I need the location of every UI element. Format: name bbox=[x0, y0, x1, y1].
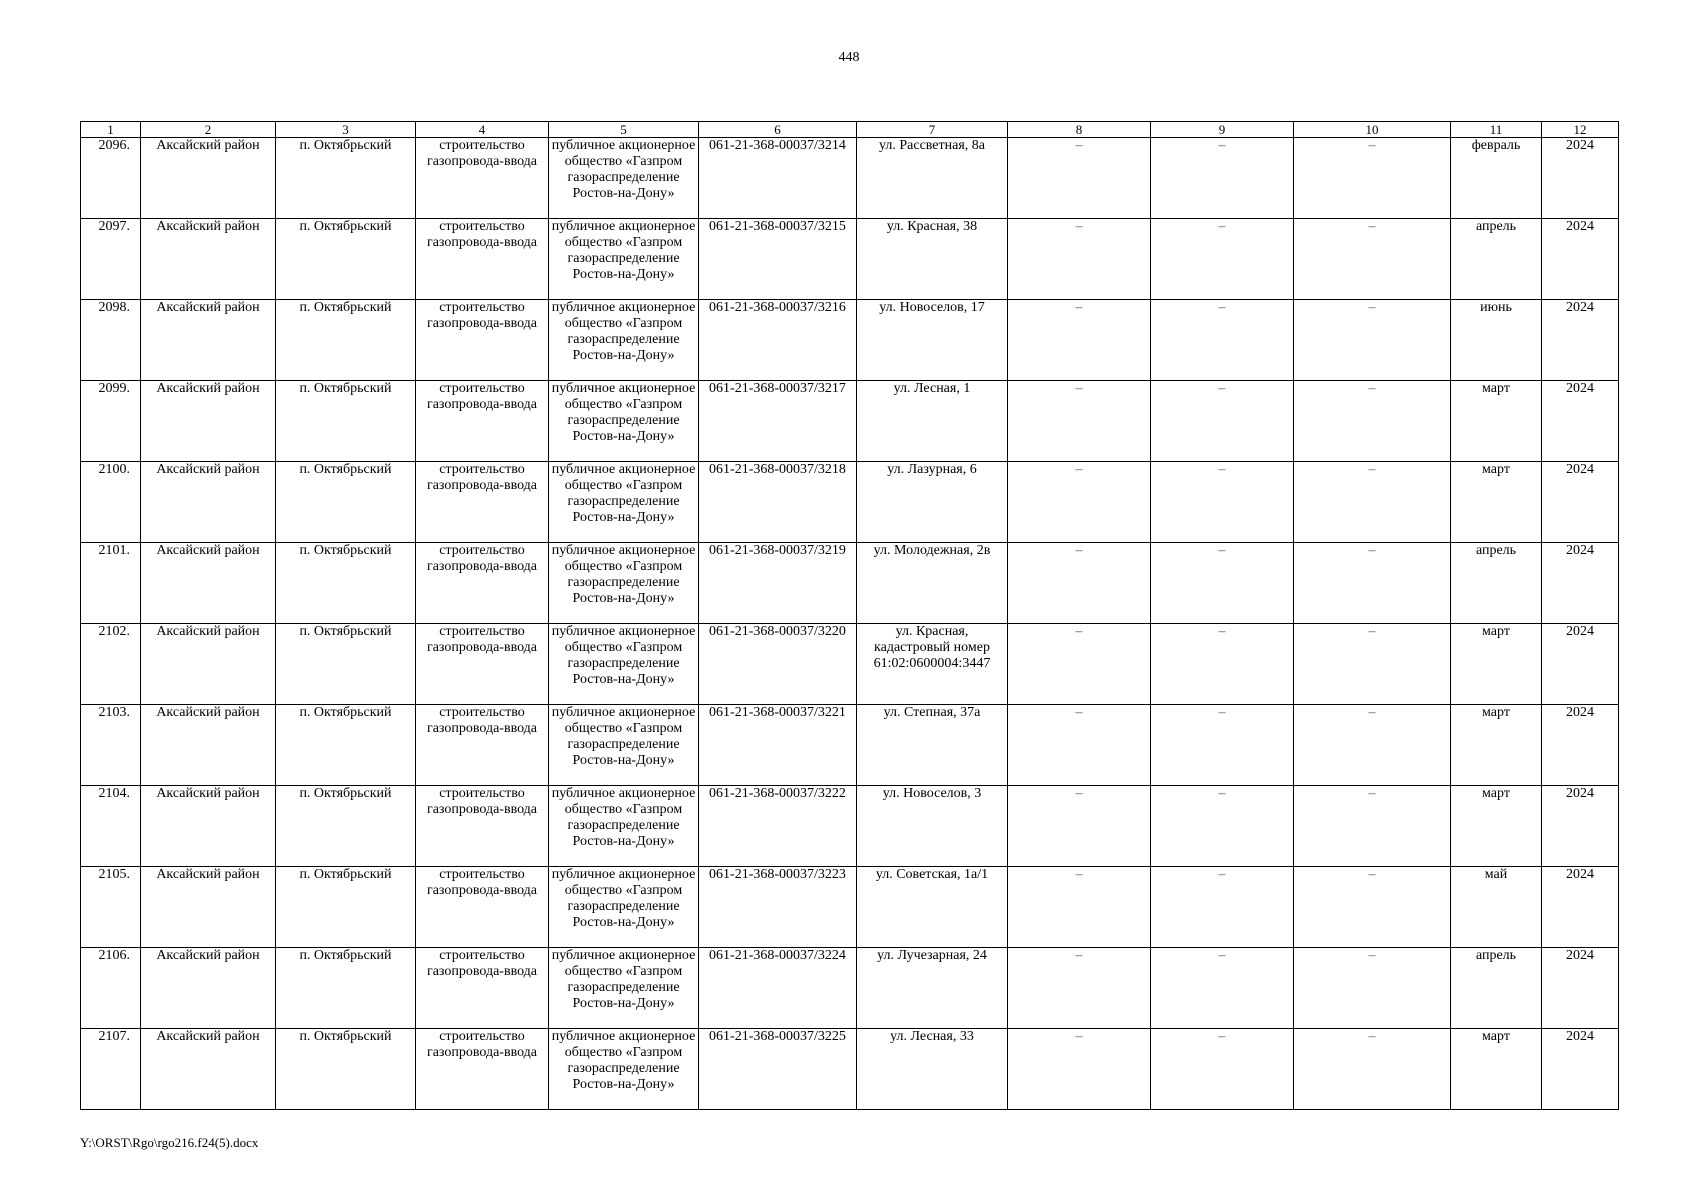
work-type-cell: строительство газопровода-ввода bbox=[416, 786, 549, 867]
work-type-cell: строительство газопровода-ввода bbox=[416, 867, 549, 948]
column-10-cell: – bbox=[1294, 786, 1451, 867]
address-cell: ул. Красная, 38 bbox=[857, 219, 1008, 300]
address-cell: ул. Лазурная, 6 bbox=[857, 462, 1008, 543]
table-row bbox=[81, 867, 1619, 948]
column-8-cell: – bbox=[1008, 624, 1151, 705]
column-header: 6 bbox=[699, 122, 857, 138]
column-8-cell: – bbox=[1008, 219, 1151, 300]
address-cell: ул. Лесная, 33 bbox=[857, 1029, 1008, 1110]
month-cell: февраль bbox=[1451, 138, 1542, 219]
column-9-cell: – bbox=[1151, 138, 1294, 219]
owner-cell: публичное акционерное общество «Газпром газораспределение Ростов-на-Дону» bbox=[549, 543, 699, 624]
column-header: 4 bbox=[416, 122, 549, 138]
address-cell: ул. Новоселов, 3 bbox=[857, 786, 1008, 867]
owner-cell: публичное акционерное общество «Газпром газораспределение Ростов-на-Дону» bbox=[549, 219, 699, 300]
column-8-cell: – bbox=[1008, 948, 1151, 1029]
owner-cell: публичное акционерное общество «Газпром газораспределение Ростов-на-Дону» bbox=[549, 624, 699, 705]
district-cell: Аксайский район bbox=[141, 1029, 276, 1110]
work-type-cell: строительство газопровода-ввода bbox=[416, 462, 549, 543]
column-8-cell: – bbox=[1008, 381, 1151, 462]
table-row bbox=[81, 543, 1619, 624]
district-cell: Аксайский район bbox=[141, 543, 276, 624]
row-number-cell: 2106. bbox=[81, 948, 141, 1029]
address-cell: ул. Степная, 37а bbox=[857, 705, 1008, 786]
table-row bbox=[81, 1029, 1619, 1110]
month-cell: апрель bbox=[1451, 948, 1542, 1029]
settlement-cell: п. Октябрьский bbox=[276, 381, 416, 462]
address-cell: ул. Красная, кадастровый номер 61:02:0600004:3447 bbox=[857, 624, 1008, 705]
row-number-cell: 2096. bbox=[81, 138, 141, 219]
month-cell: март bbox=[1451, 381, 1542, 462]
registry-code-cell: 061-21-368-00037/3223 bbox=[699, 867, 857, 948]
district-cell: Аксайский район bbox=[141, 705, 276, 786]
month-cell: апрель bbox=[1451, 543, 1542, 624]
year-cell: 2024 bbox=[1542, 1029, 1619, 1110]
table-row bbox=[81, 300, 1619, 381]
owner-cell: публичное акционерное общество «Газпром газораспределение Ростов-на-Дону» bbox=[549, 138, 699, 219]
column-9-cell: – bbox=[1151, 300, 1294, 381]
table-row bbox=[81, 705, 1619, 786]
column-9-cell: – bbox=[1151, 948, 1294, 1029]
row-number-cell: 2099. bbox=[81, 381, 141, 462]
settlement-cell: п. Октябрьский bbox=[276, 543, 416, 624]
column-header: 2 bbox=[141, 122, 276, 138]
column-10-cell: – bbox=[1294, 867, 1451, 948]
year-cell: 2024 bbox=[1542, 543, 1619, 624]
column-header: 7 bbox=[857, 122, 1008, 138]
month-cell: март bbox=[1451, 462, 1542, 543]
column-header: 3 bbox=[276, 122, 416, 138]
registry-code-cell: 061-21-368-00037/3221 bbox=[699, 705, 857, 786]
district-cell: Аксайский район bbox=[141, 300, 276, 381]
row-number-cell: 2104. bbox=[81, 786, 141, 867]
column-10-cell: – bbox=[1294, 705, 1451, 786]
row-number-cell: 2105. bbox=[81, 867, 141, 948]
column-8-cell: – bbox=[1008, 300, 1151, 381]
column-9-cell: – bbox=[1151, 624, 1294, 705]
row-number-cell: 2097. bbox=[81, 219, 141, 300]
address-cell: ул. Молодежная, 2в bbox=[857, 543, 1008, 624]
owner-cell: публичное акционерное общество «Газпром газораспределение Ростов-на-Дону» bbox=[549, 300, 699, 381]
table-row bbox=[81, 381, 1619, 462]
owner-cell: публичное акционерное общество «Газпром газораспределение Ростов-на-Дону» bbox=[549, 381, 699, 462]
table-row bbox=[81, 786, 1619, 867]
work-type-cell: строительство газопровода-ввода bbox=[416, 948, 549, 1029]
registry-code-cell: 061-21-368-00037/3222 bbox=[699, 786, 857, 867]
column-9-cell: – bbox=[1151, 1029, 1294, 1110]
column-header: 9 bbox=[1151, 122, 1294, 138]
column-9-cell: – bbox=[1151, 786, 1294, 867]
work-type-cell: строительство газопровода-ввода bbox=[416, 219, 549, 300]
district-cell: Аксайский район bbox=[141, 219, 276, 300]
table-row bbox=[81, 948, 1619, 1029]
column-8-cell: – bbox=[1008, 786, 1151, 867]
column-8-cell: – bbox=[1008, 543, 1151, 624]
year-cell: 2024 bbox=[1542, 948, 1619, 1029]
settlement-cell: п. Октябрьский bbox=[276, 138, 416, 219]
registry-code-cell: 061-21-368-00037/3224 bbox=[699, 948, 857, 1029]
year-cell: 2024 bbox=[1542, 705, 1619, 786]
table-body bbox=[81, 138, 1619, 1110]
column-9-cell: – bbox=[1151, 381, 1294, 462]
work-type-cell: строительство газопровода-ввода bbox=[416, 138, 549, 219]
settlement-cell: п. Октябрьский bbox=[276, 948, 416, 1029]
owner-cell: публичное акционерное общество «Газпром газораспределение Ростов-на-Дону» bbox=[549, 705, 699, 786]
work-type-cell: строительство газопровода-ввода bbox=[416, 705, 549, 786]
column-8-cell: – bbox=[1008, 462, 1151, 543]
settlement-cell: п. Октябрьский bbox=[276, 300, 416, 381]
year-cell: 2024 bbox=[1542, 219, 1619, 300]
column-10-cell: – bbox=[1294, 948, 1451, 1029]
footer-file-path: Y:\ORST\Rgo\rgo216.f24(5).docx bbox=[80, 1135, 259, 1150]
work-type-cell: строительство газопровода-ввода bbox=[416, 543, 549, 624]
row-number-cell: 2101. bbox=[81, 543, 141, 624]
owner-cell: публичное акционерное общество «Газпром газораспределение Ростов-на-Дону» bbox=[549, 786, 699, 867]
column-9-cell: – bbox=[1151, 543, 1294, 624]
owner-cell: публичное акционерное общество «Газпром газораспределение Ростов-на-Дону» bbox=[549, 867, 699, 948]
row-number-cell: 2098. bbox=[81, 300, 141, 381]
column-10-cell: – bbox=[1294, 462, 1451, 543]
district-cell: Аксайский район bbox=[141, 867, 276, 948]
row-number-cell: 2102. bbox=[81, 624, 141, 705]
column-9-cell: – bbox=[1151, 219, 1294, 300]
column-header: 10 bbox=[1294, 122, 1451, 138]
settlement-cell: п. Октябрьский bbox=[276, 462, 416, 543]
work-type-cell: строительство газопровода-ввода bbox=[416, 300, 549, 381]
settlement-cell: п. Октябрьский bbox=[276, 624, 416, 705]
registry-code-cell: 061-21-368-00037/3217 bbox=[699, 381, 857, 462]
address-cell: ул. Лучезарная, 24 bbox=[857, 948, 1008, 1029]
month-cell: апрель bbox=[1451, 219, 1542, 300]
column-10-cell: – bbox=[1294, 543, 1451, 624]
district-cell: Аксайский район bbox=[141, 624, 276, 705]
column-8-cell: – bbox=[1008, 138, 1151, 219]
district-cell: Аксайский район bbox=[141, 381, 276, 462]
registry-table bbox=[80, 121, 1619, 1110]
work-type-cell: строительство газопровода-ввода bbox=[416, 624, 549, 705]
settlement-cell: п. Октябрьский bbox=[276, 705, 416, 786]
column-9-cell: – bbox=[1151, 867, 1294, 948]
district-cell: Аксайский район bbox=[141, 462, 276, 543]
registry-code-cell: 061-21-368-00037/3219 bbox=[699, 543, 857, 624]
month-cell: март bbox=[1451, 705, 1542, 786]
owner-cell: публичное акционерное общество «Газпром газораспределение Ростов-на-Дону» bbox=[549, 1029, 699, 1110]
registry-code-cell: 061-21-368-00037/3220 bbox=[699, 624, 857, 705]
address-cell: ул. Новоселов, 17 bbox=[857, 300, 1008, 381]
column-8-cell: – bbox=[1008, 1029, 1151, 1110]
district-cell: Аксайский район bbox=[141, 786, 276, 867]
column-10-cell: – bbox=[1294, 1029, 1451, 1110]
column-10-cell: – bbox=[1294, 381, 1451, 462]
column-number-row bbox=[81, 122, 1619, 138]
work-type-cell: строительство газопровода-ввода bbox=[416, 1029, 549, 1110]
settlement-cell: п. Октябрьский bbox=[276, 786, 416, 867]
table-row bbox=[81, 219, 1619, 300]
year-cell: 2024 bbox=[1542, 867, 1619, 948]
year-cell: 2024 bbox=[1542, 138, 1619, 219]
row-number-cell: 2100. bbox=[81, 462, 141, 543]
column-header: 1 bbox=[81, 122, 141, 138]
registry-code-cell: 061-21-368-00037/3218 bbox=[699, 462, 857, 543]
address-cell: ул. Рассветная, 8а bbox=[857, 138, 1008, 219]
month-cell: июнь bbox=[1451, 300, 1542, 381]
year-cell: 2024 bbox=[1542, 462, 1619, 543]
owner-cell: публичное акционерное общество «Газпром газораспределение Ростов-на-Дону» bbox=[549, 462, 699, 543]
column-header: 8 bbox=[1008, 122, 1151, 138]
column-header: 5 bbox=[549, 122, 699, 138]
year-cell: 2024 bbox=[1542, 624, 1619, 705]
month-cell: март bbox=[1451, 786, 1542, 867]
column-header: 12 bbox=[1542, 122, 1619, 138]
column-8-cell: – bbox=[1008, 705, 1151, 786]
column-header: 11 bbox=[1451, 122, 1542, 138]
column-8-cell: – bbox=[1008, 867, 1151, 948]
district-cell: Аксайский район bbox=[141, 948, 276, 1029]
page-number: 448 bbox=[838, 50, 860, 65]
column-9-cell: – bbox=[1151, 705, 1294, 786]
column-10-cell: – bbox=[1294, 300, 1451, 381]
column-10-cell: – bbox=[1294, 219, 1451, 300]
address-cell: ул. Лесная, 1 bbox=[857, 381, 1008, 462]
settlement-cell: п. Октябрьский bbox=[276, 1029, 416, 1110]
year-cell: 2024 bbox=[1542, 300, 1619, 381]
column-9-cell: – bbox=[1151, 462, 1294, 543]
year-cell: 2024 bbox=[1542, 786, 1619, 867]
address-cell: ул. Советская, 1а/1 bbox=[857, 867, 1008, 948]
settlement-cell: п. Октябрьский bbox=[276, 219, 416, 300]
registry-code-cell: 061-21-368-00037/3225 bbox=[699, 1029, 857, 1110]
table-row bbox=[81, 462, 1619, 543]
row-number-cell: 2107. bbox=[81, 1029, 141, 1110]
row-number-cell: 2103. bbox=[81, 705, 141, 786]
year-cell: 2024 bbox=[1542, 381, 1619, 462]
column-10-cell: – bbox=[1294, 624, 1451, 705]
table-row bbox=[81, 138, 1619, 219]
month-cell: май bbox=[1451, 867, 1542, 948]
registry-code-cell: 061-21-368-00037/3215 bbox=[699, 219, 857, 300]
registry-code-cell: 061-21-368-00037/3214 bbox=[699, 138, 857, 219]
settlement-cell: п. Октябрьский bbox=[276, 867, 416, 948]
table-row bbox=[81, 624, 1619, 705]
month-cell: март bbox=[1451, 1029, 1542, 1110]
district-cell: Аксайский район bbox=[141, 138, 276, 219]
column-10-cell: – bbox=[1294, 138, 1451, 219]
work-type-cell: строительство газопровода-ввода bbox=[416, 381, 549, 462]
owner-cell: публичное акционерное общество «Газпром газораспределение Ростов-на-Дону» bbox=[549, 948, 699, 1029]
month-cell: март bbox=[1451, 624, 1542, 705]
registry-code-cell: 061-21-368-00037/3216 bbox=[699, 300, 857, 381]
